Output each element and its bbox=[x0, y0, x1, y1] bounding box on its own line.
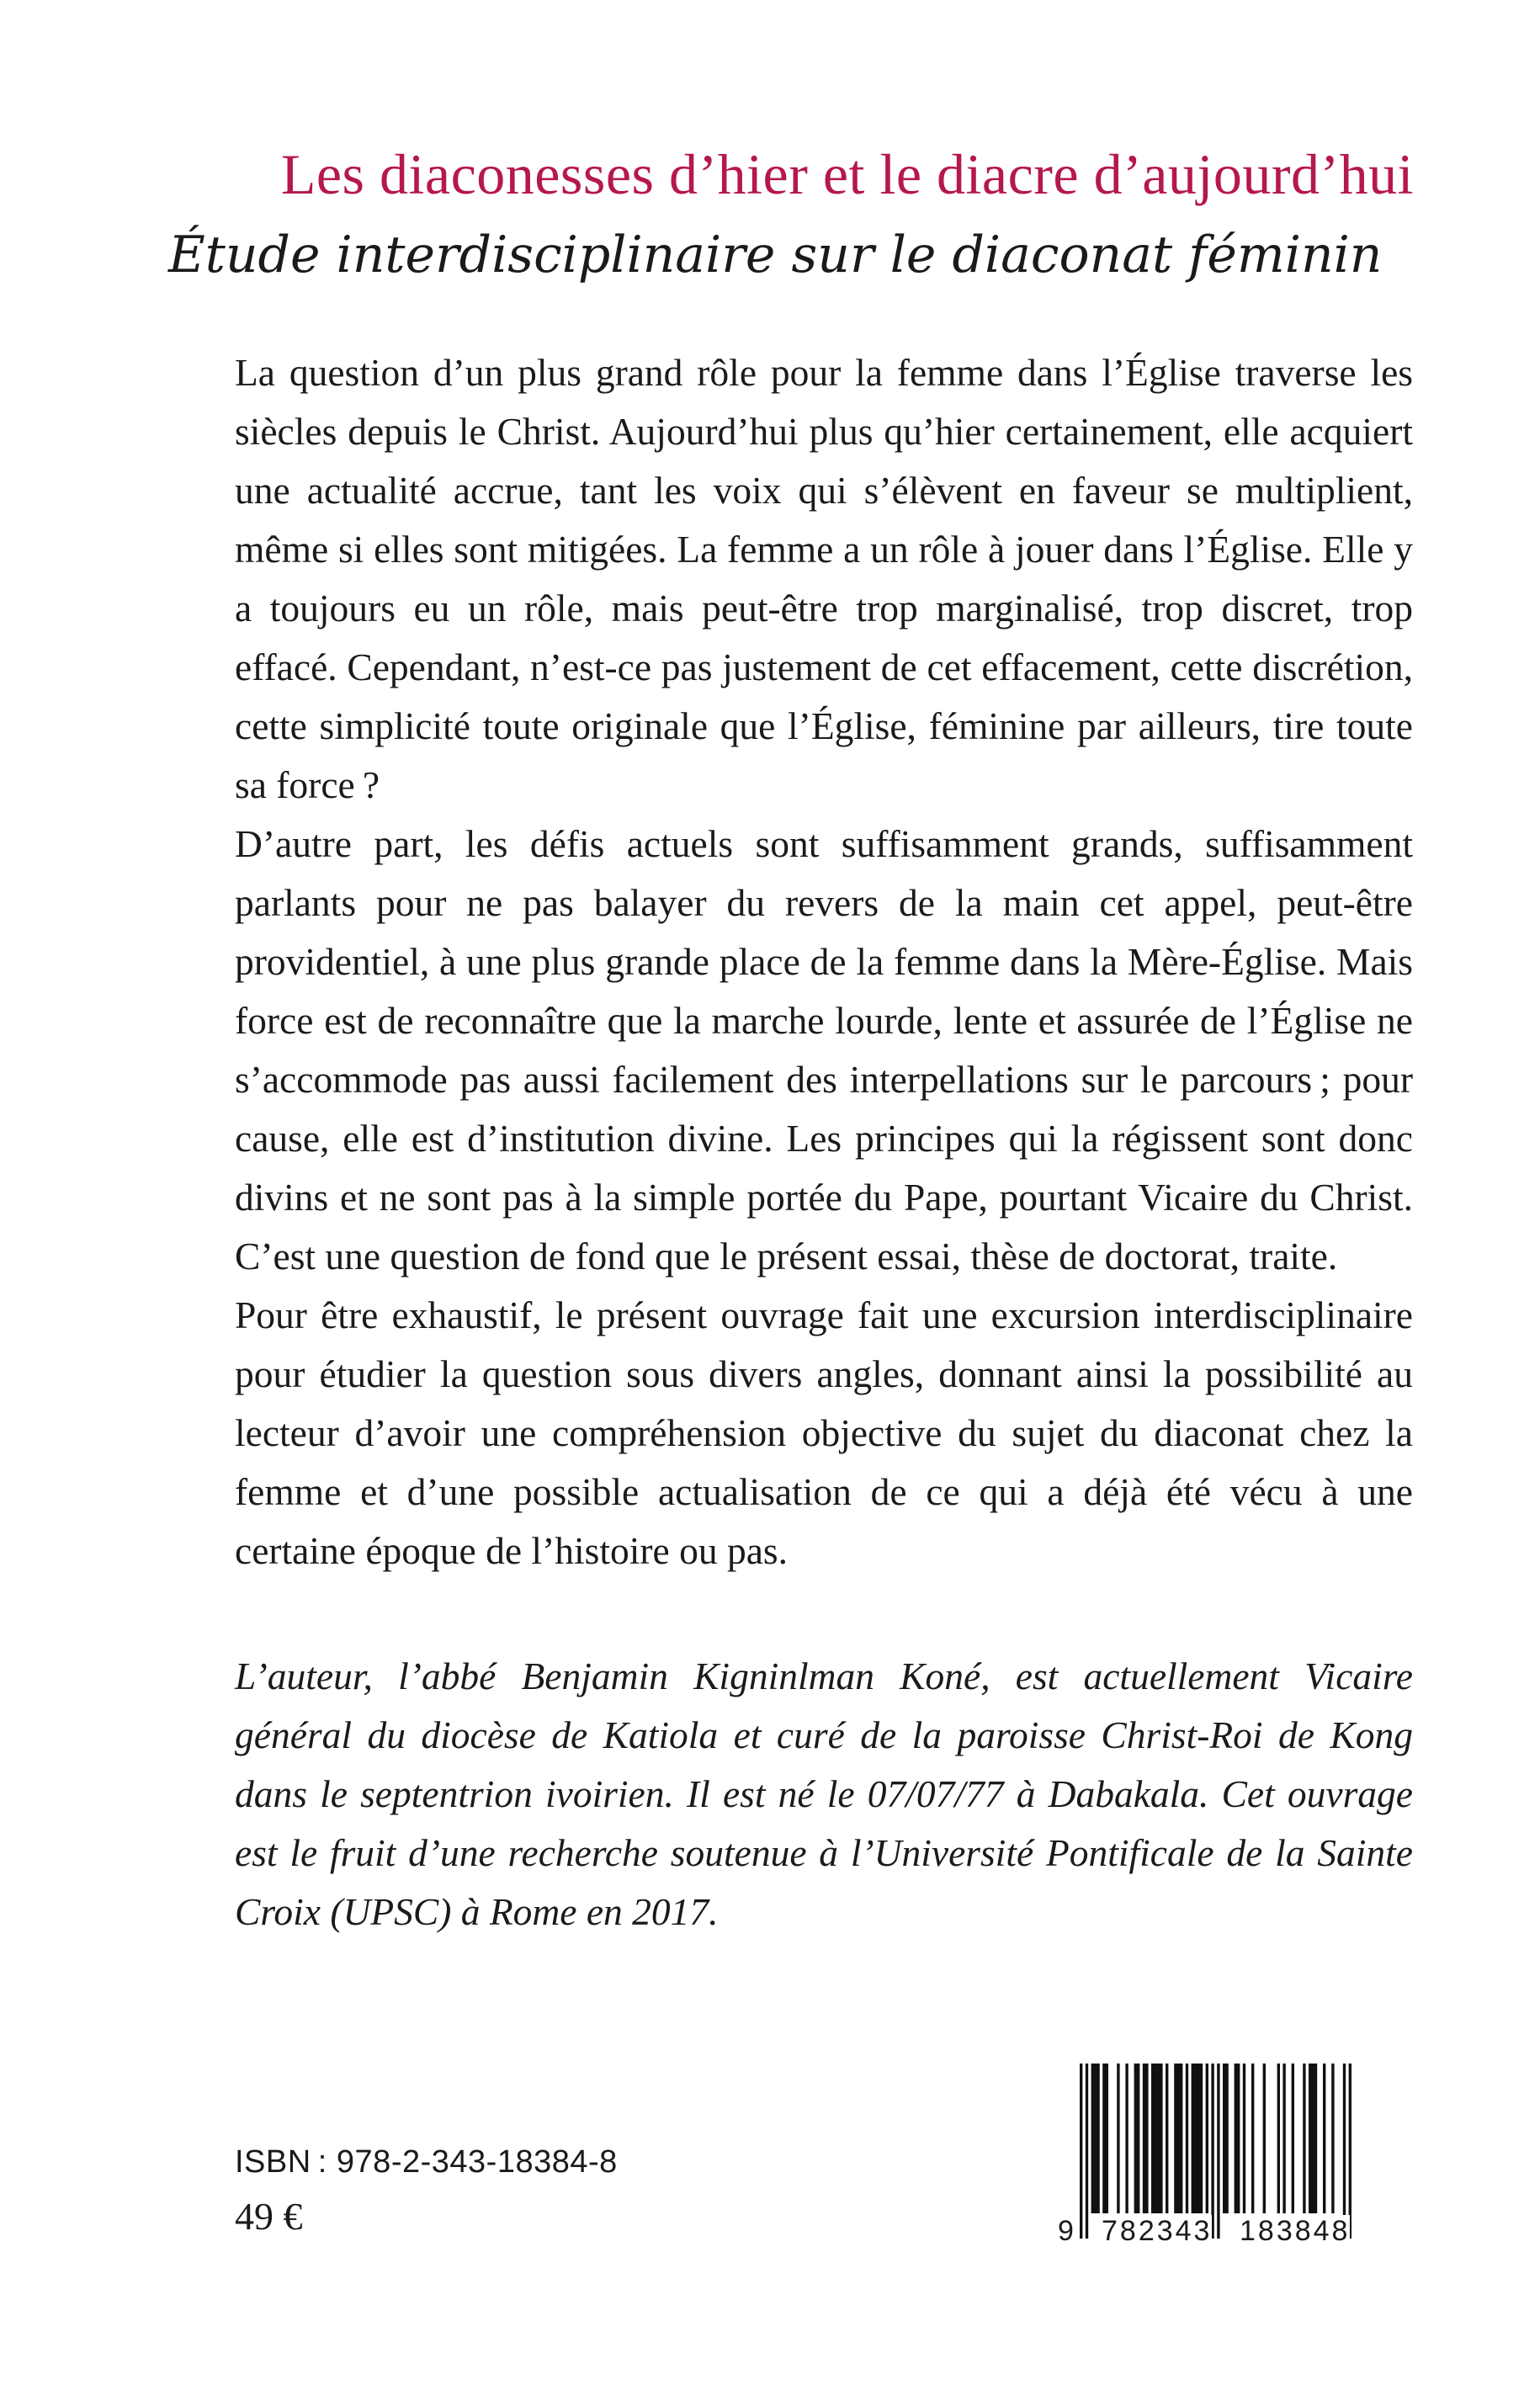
barcode-bar bbox=[1309, 2064, 1317, 2213]
barcode-guard-bar bbox=[1086, 2064, 1088, 2239]
barcode-bar bbox=[1117, 2064, 1119, 2213]
barcode-guard-bar bbox=[1211, 2064, 1213, 2239]
barcode-bar bbox=[1151, 2064, 1163, 2213]
barcode-bar bbox=[1091, 2064, 1100, 2213]
blurb bbox=[235, 343, 1413, 1580]
blurb-paragraph-1: La question d’un plus grand rôle pour la femme dans l’Église traverse les siècles depuis le Christ. Aujourd’hui plus qu’hier certainement, elle acquiert une actualité accrue, tant les voix qui s’élèvent en faveur se multiplient, même si elles sont mitigées. La femme a un rôle à jouer dans l’Église. Elle y a toujours eu un rôle, mais peut-être trop marginalisé, trop discret, trop effacé. Cependant, n’est-ce pas justement de cet effacement, cette discrétion, cette simplicité toute originale que l’Église, féminine par ailleurs, tire toute sa force ? bbox=[235, 351, 1413, 806]
barcode-guard-bar bbox=[1217, 2064, 1219, 2239]
barcode-bar bbox=[1102, 2064, 1108, 2213]
barcode-bar bbox=[1243, 2064, 1245, 2213]
barcode-bar bbox=[1282, 2064, 1285, 2213]
barcode-guard-bar bbox=[1349, 2064, 1351, 2239]
barcode-bar bbox=[1292, 2064, 1294, 2213]
barcode-bar bbox=[1166, 2064, 1168, 2213]
barcode-guard-bar bbox=[1080, 2064, 1082, 2239]
barcode-bar bbox=[1331, 2064, 1334, 2213]
barcode-bar bbox=[1125, 2064, 1128, 2213]
barcode-bar bbox=[1235, 2064, 1240, 2213]
book-subtitle: Étude interdisciplinaire sur le diaconat féminin bbox=[168, 226, 1383, 284]
barcode-bar bbox=[1263, 2064, 1266, 2213]
barcode-lead-digit: 9 bbox=[1058, 2215, 1076, 2247]
isbn-label: ISBN : 978-2-343-18384-8 bbox=[235, 2144, 618, 2180]
barcode-bar bbox=[1206, 2064, 1208, 2213]
barcode bbox=[1056, 2064, 1393, 2247]
barcode-bar bbox=[1277, 2064, 1280, 2213]
blurb-paragraph-2: D’autre part, les défis actuels sont suffisamment grands, suffisamment parlants pour ne pas balayer du revers de la main cet appel, peut-être providentiel, à une plus grande place de la femme dans la Mère-Église. Mais force est de reconnaître que la marche lourde, lente et assurée de l’Église ne s’accommode pas aussi facilement des interpellations sur le parcours ; pour cause, elle est d’institution divine. Les principes qui la régissent sont donc divins et ne sont pas à la simple portée du Pape, pourtant Vicaire du Christ. C’est une question de fond que le présent essai, thèse de doctorat, traite. bbox=[235, 822, 1413, 1277]
barcode-left-group: 782343 bbox=[1102, 2215, 1213, 2247]
barcode-bar bbox=[1223, 2064, 1229, 2213]
barcode-right-group: 183848 bbox=[1240, 2215, 1351, 2247]
barcode-bar bbox=[1251, 2064, 1254, 2213]
barcode-bar bbox=[1174, 2064, 1182, 2213]
barcode-bar bbox=[1303, 2064, 1305, 2213]
author-bio-text: L’auteur, l’abbé Benjamin Kigninlman Koné, est actuellement Vicaire général du diocèse de Katiola et curé de la paroisse Christ-Roi de Kong dans le septentrion ivoirien. Il est né le 07/07/77 à Dabakala. Cet ouvrage est le fruit d’une recherche soutenue à l’Université Pontificale de la Sainte Croix (UPSC) à Rome en 2017. bbox=[235, 1655, 1413, 1933]
book-title: Les diaconesses d’hier et le diacre d’aujourd’hui bbox=[280, 142, 1414, 206]
barcode-bar bbox=[1134, 2064, 1140, 2213]
blurb-paragraph-3: Pour être exhaustif, le présent ouvrage fait une excursion interdisciplinaire pour étudier la question sous divers angles, donnant ainsi la possibilité au lecteur d’avoir une compréhension objective du sujet du diaconat chez la femme et d’une possible actualisation de ce qui a déjà été vécu à une certaine époque de l’histoire ou pas. bbox=[235, 1293, 1413, 1572]
barcode-bar bbox=[1192, 2064, 1203, 2213]
barcode-bar bbox=[1143, 2064, 1149, 2213]
author-bio bbox=[235, 1647, 1413, 1941]
barcode-bar bbox=[1186, 2064, 1188, 2213]
barcode-guard-bar bbox=[1343, 2064, 1346, 2239]
price-label: 49 € bbox=[235, 2195, 303, 2238]
barcode-bar bbox=[1323, 2064, 1325, 2213]
